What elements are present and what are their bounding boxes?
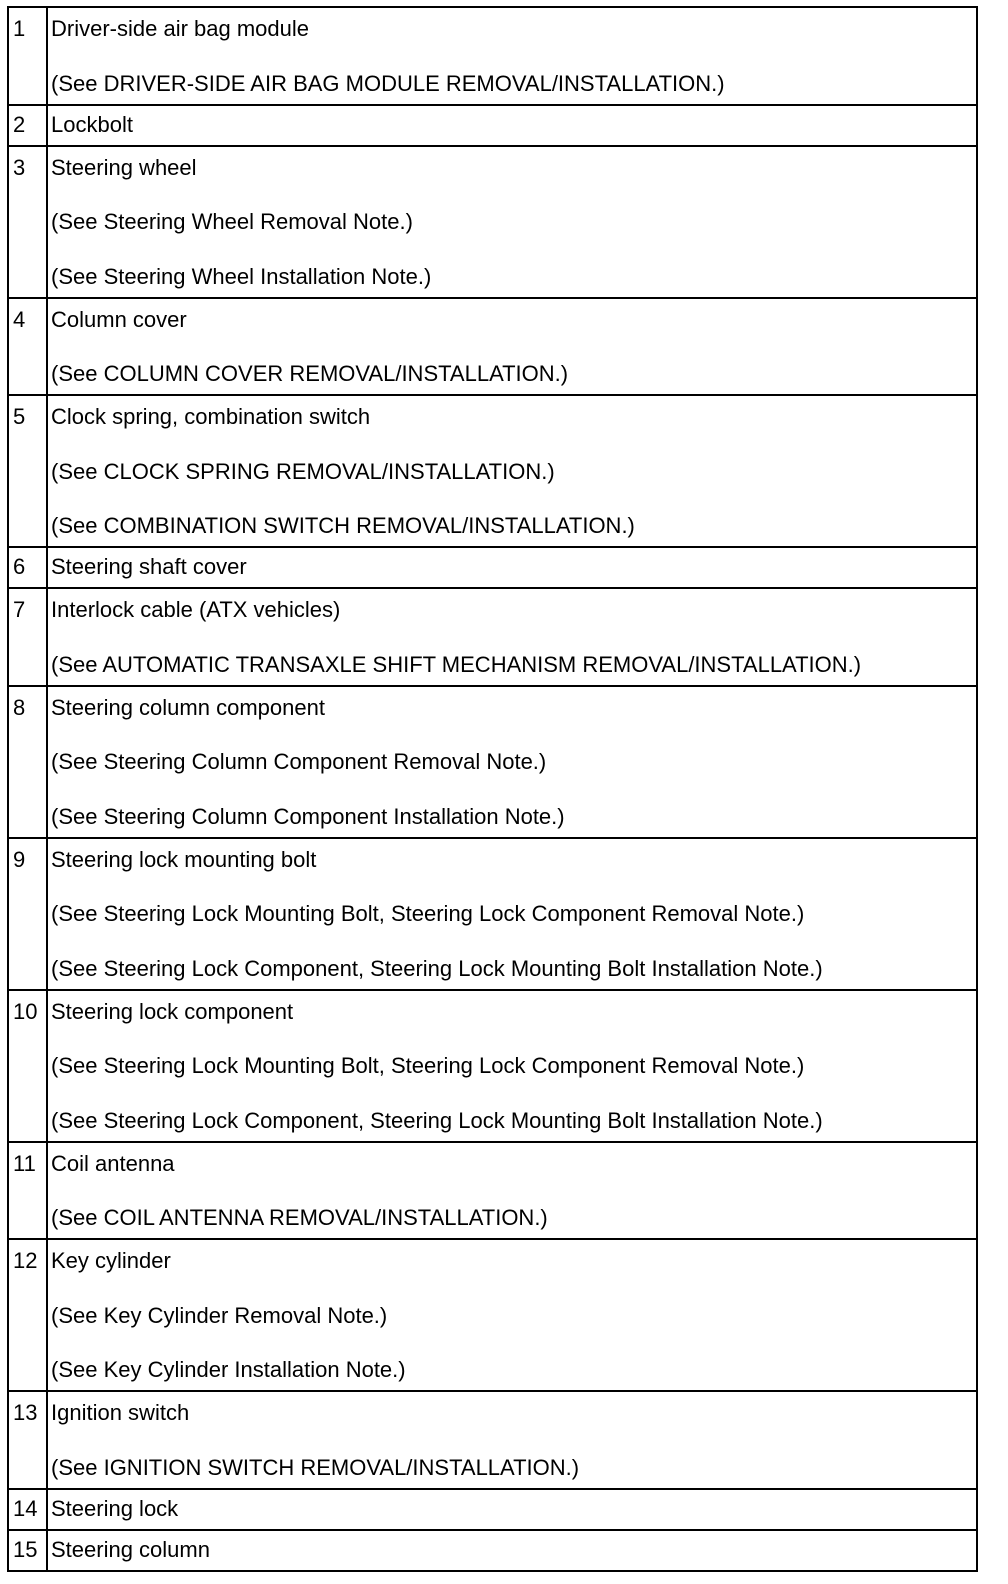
item-number-cell <box>8 1391 47 1489</box>
table-row <box>8 547 977 588</box>
table-row <box>8 7 977 105</box>
item-description-cell <box>47 395 977 547</box>
item-number: 1 <box>13 16 26 41</box>
item-description-cell <box>47 588 977 686</box>
item-number: 15 <box>13 1536 38 1562</box>
item-reference: (See Steering Lock Mounting Bolt, Steering Lock Component Removal Note.) <box>51 901 805 926</box>
item-number-cell <box>8 838 47 990</box>
item-reference: (See COLUMN COVER REMOVAL/INSTALLATION.) <box>51 361 569 386</box>
table-row <box>8 686 977 838</box>
item-number-cell <box>8 395 47 547</box>
item-number: 13 <box>13 1400 38 1425</box>
item-description-cell <box>47 990 977 1142</box>
table-row <box>8 1489 977 1530</box>
item-reference: (See Steering Lock Component, Steering Lock Mounting Bolt Installation Note.) <box>51 955 823 981</box>
parts-table-body <box>8 7 977 1571</box>
item-number: 5 <box>13 404 26 429</box>
item-description-cell <box>47 298 977 396</box>
item-name: Steering lock component <box>51 998 294 1024</box>
item-name: Steering shaft cover <box>51 554 247 579</box>
item-name: Ignition switch <box>51 1400 190 1425</box>
item-number: 8 <box>13 694 26 720</box>
item-description-cell <box>47 1489 977 1530</box>
item-number-cell <box>8 146 47 298</box>
table-row <box>8 1530 977 1571</box>
item-description-cell <box>47 838 977 990</box>
item-number: 3 <box>13 154 26 180</box>
parts-table <box>7 6 978 1572</box>
item-number: 9 <box>13 846 26 872</box>
item-name: Lockbolt <box>51 111 133 137</box>
item-description-cell <box>47 1391 977 1489</box>
item-number-cell <box>8 298 47 396</box>
item-description-cell <box>47 146 977 298</box>
item-number-cell <box>8 1530 47 1571</box>
item-reference: (See Key Cylinder Installation Note.) <box>51 1357 406 1382</box>
item-number-cell <box>8 686 47 838</box>
item-number-cell <box>8 547 47 588</box>
item-number: 10 <box>13 998 38 1024</box>
item-reference: (See AUTOMATIC TRANSAXLE SHIFT MECHANISM REMOVAL/INSTALLATION.) <box>51 651 862 677</box>
item-name: Key cylinder <box>51 1248 171 1273</box>
item-reference: (See COMBINATION SWITCH REMOVAL/INSTALLATION.) <box>51 513 635 538</box>
item-reference: (See IGNITION SWITCH REMOVAL/INSTALLATION.) <box>51 1454 580 1480</box>
item-reference: (See Steering Wheel Installation Note.) <box>51 263 432 289</box>
item-reference: (See Steering Column Component Installation Note.) <box>51 803 565 829</box>
table-row <box>8 298 977 396</box>
item-number: 6 <box>13 554 26 579</box>
item-description-cell <box>47 1239 977 1391</box>
item-description-cell <box>47 105 977 146</box>
table-row <box>8 588 977 686</box>
table-row <box>8 990 977 1142</box>
item-description-cell <box>47 1530 977 1571</box>
item-number-cell <box>8 1142 47 1240</box>
item-number-cell <box>8 1239 47 1391</box>
item-name: Steering column <box>51 1536 210 1562</box>
item-reference: (See CLOCK SPRING REMOVAL/INSTALLATION.) <box>51 458 555 484</box>
item-reference: (See Steering Column Component Removal Note.) <box>51 749 547 774</box>
item-number: 12 <box>13 1248 38 1273</box>
item-number-cell <box>8 588 47 686</box>
item-number: 7 <box>13 597 26 622</box>
item-name: Steering lock mounting bolt <box>51 846 317 872</box>
item-description-cell <box>47 686 977 838</box>
table-row <box>8 146 977 298</box>
item-number: 11 <box>13 1150 36 1176</box>
item-number: 2 <box>13 111 26 137</box>
table-row <box>8 395 977 547</box>
item-reference: (See DRIVER-SIDE AIR BAG MODULE REMOVAL/INSTALLATION.) <box>51 70 725 96</box>
item-reference: (See COIL ANTENNA REMOVAL/INSTALLATION.) <box>51 1205 548 1230</box>
item-number: 4 <box>13 306 26 332</box>
item-reference: (See Steering Lock Component, Steering Lock Mounting Bolt Installation Note.) <box>51 1107 823 1133</box>
item-reference: (See Steering Lock Mounting Bolt, Steering Lock Component Removal Note.) <box>51 1053 805 1078</box>
item-description-cell <box>47 7 977 105</box>
item-name: Driver-side air bag module <box>51 16 309 41</box>
table-row <box>8 1391 977 1489</box>
item-number-cell <box>8 990 47 1142</box>
item-reference: (See Key Cylinder Removal Note.) <box>51 1302 388 1328</box>
item-name: Column cover <box>51 306 187 332</box>
item-number: 14 <box>13 1495 38 1521</box>
item-name: Steering wheel <box>51 154 197 180</box>
table-row <box>8 105 977 146</box>
item-number-cell <box>8 1489 47 1530</box>
item-number-cell <box>8 105 47 146</box>
item-reference: (See Steering Wheel Removal Note.) <box>51 209 413 234</box>
item-description-cell <box>47 1142 977 1240</box>
table-row <box>8 838 977 990</box>
item-name: Interlock cable (ATX vehicles) <box>51 597 341 622</box>
item-name: Steering column component <box>51 694 325 720</box>
table-row <box>8 1239 977 1391</box>
item-description-cell <box>47 547 977 588</box>
item-name: Steering lock <box>51 1495 179 1521</box>
table-row <box>8 1142 977 1240</box>
item-name: Clock spring, combination switch <box>51 404 371 429</box>
item-number-cell <box>8 7 47 105</box>
item-name: Coil antenna <box>51 1150 175 1176</box>
